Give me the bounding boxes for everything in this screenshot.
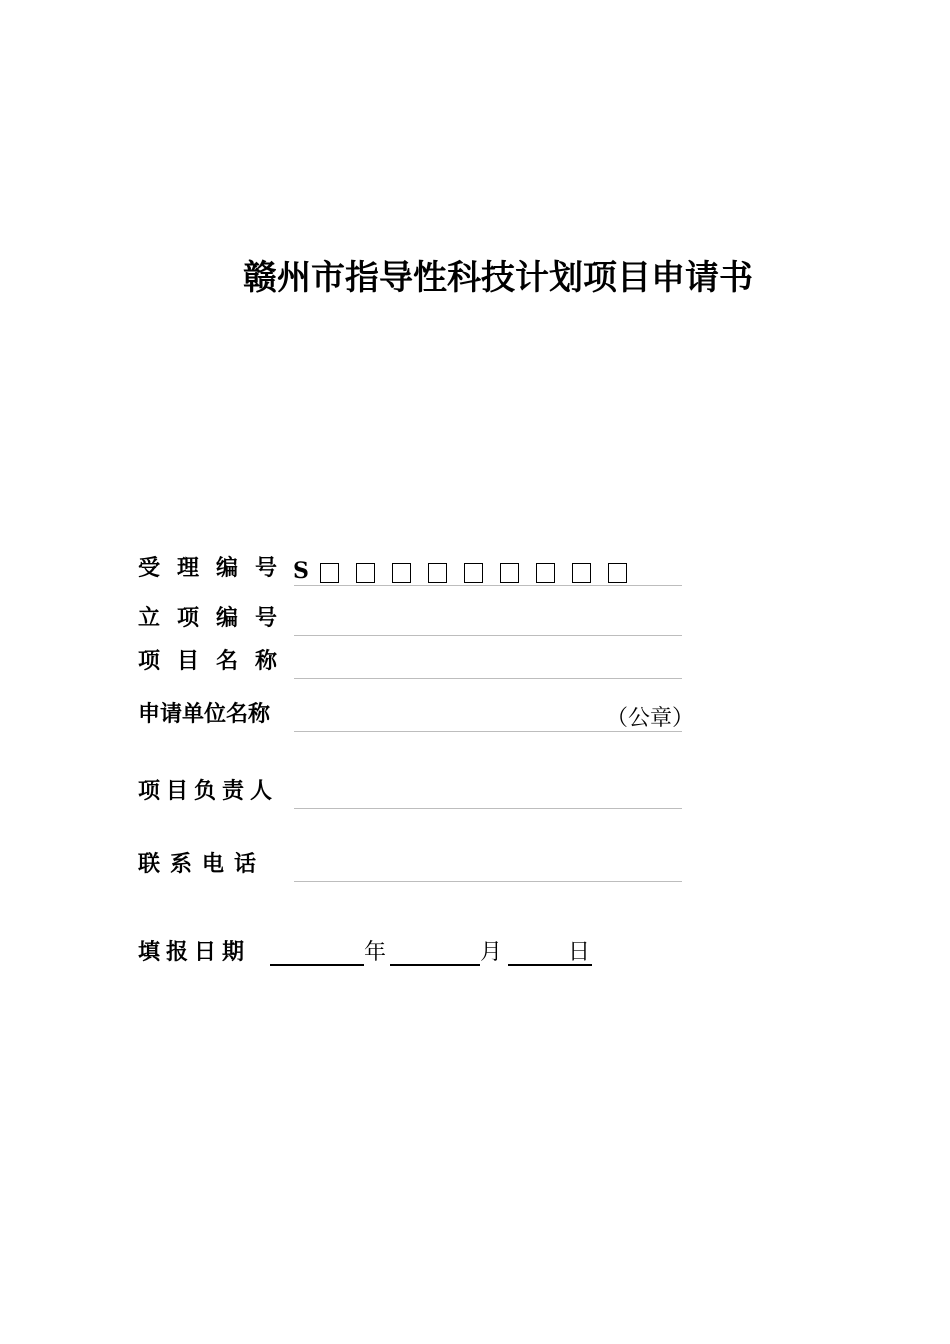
project-number-field[interactable] bbox=[294, 635, 682, 636]
digit-box[interactable] bbox=[536, 563, 555, 583]
fill-date-label: 填报日期 bbox=[138, 940, 251, 965]
month-blank[interactable] bbox=[390, 940, 480, 966]
acceptance-number-row bbox=[138, 552, 686, 586]
acceptance-number-label: 受理编号 bbox=[138, 556, 295, 581]
digit-box[interactable] bbox=[608, 563, 627, 583]
acceptance-number-boxes[interactable] bbox=[320, 563, 627, 583]
fill-date-row bbox=[138, 936, 608, 970]
applicant-unit-row bbox=[138, 698, 694, 732]
acceptance-number-prefix: S bbox=[293, 558, 309, 584]
acceptance-number-underline bbox=[294, 585, 682, 586]
project-leader-label: 项目负责人 bbox=[138, 779, 279, 804]
project-number-row bbox=[138, 602, 686, 636]
year-blank[interactable] bbox=[270, 940, 364, 966]
document-title: 赣州市指导性科技计划项目申请书 bbox=[243, 258, 753, 298]
digit-box[interactable] bbox=[464, 563, 483, 583]
contact-phone-row bbox=[138, 848, 686, 882]
project-leader-field[interactable] bbox=[294, 808, 682, 809]
project-name-field[interactable] bbox=[294, 678, 682, 679]
contact-phone-label: 联系电话 bbox=[138, 852, 267, 877]
project-name-row bbox=[138, 645, 686, 679]
day-unit: 日 bbox=[568, 940, 591, 965]
year-unit: 年 bbox=[364, 940, 387, 965]
applicant-unit-label: 申请单位名称 bbox=[138, 702, 271, 727]
month-unit: 月 bbox=[480, 940, 503, 965]
project-name-label: 项目名称 bbox=[138, 649, 295, 674]
project-number-label: 立项编号 bbox=[138, 606, 295, 631]
seal-note: （公章） bbox=[605, 706, 694, 731]
digit-box[interactable] bbox=[392, 563, 411, 583]
digit-box[interactable] bbox=[572, 563, 591, 583]
digit-box[interactable] bbox=[500, 563, 519, 583]
applicant-unit-field[interactable] bbox=[294, 731, 682, 732]
digit-box[interactable] bbox=[356, 563, 375, 583]
contact-phone-field[interactable] bbox=[294, 881, 682, 882]
digit-box[interactable] bbox=[320, 563, 339, 583]
project-leader-row bbox=[138, 775, 686, 809]
digit-box[interactable] bbox=[428, 563, 447, 583]
